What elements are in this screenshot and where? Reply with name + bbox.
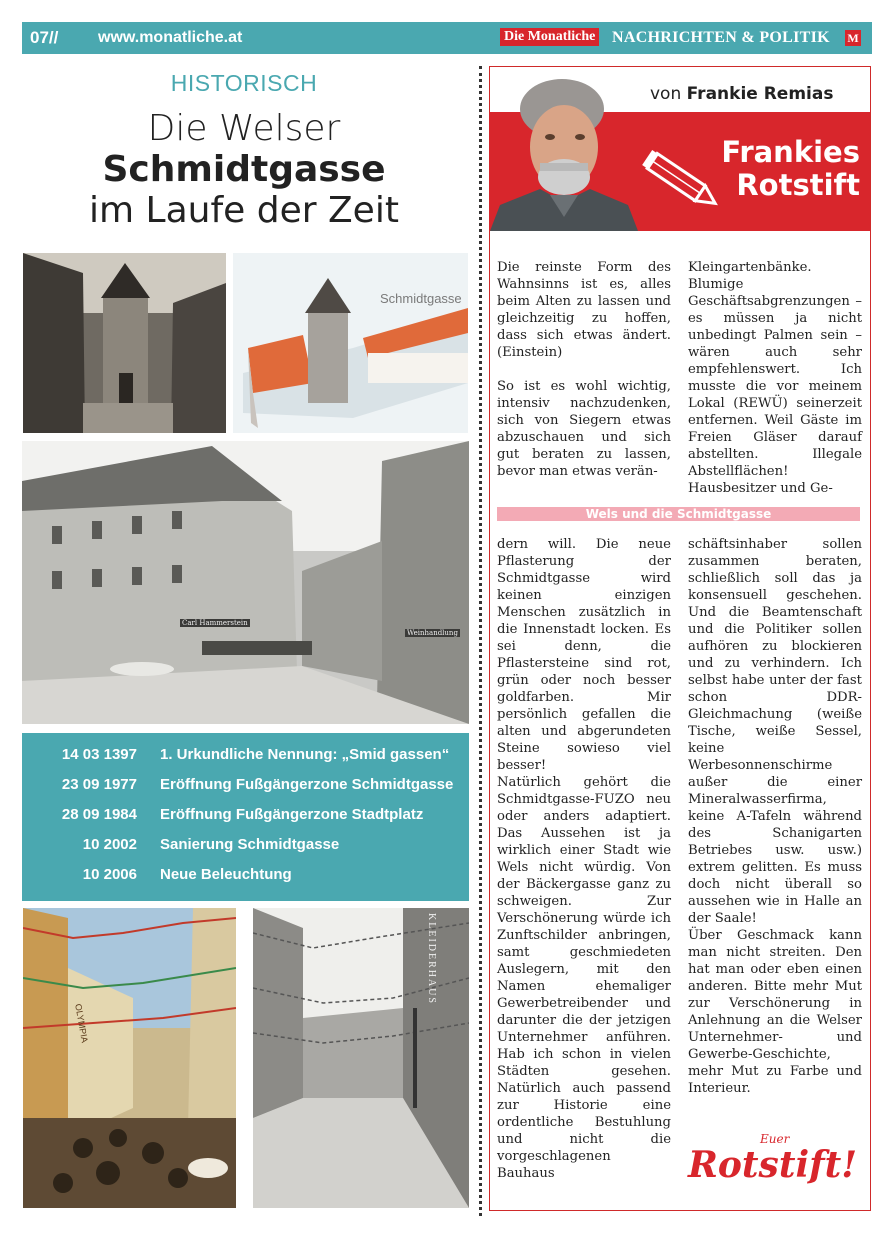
timeline-row (22, 866, 469, 890)
article-title-line3: im Laufe der Zeit (89, 190, 399, 231)
header-bar (22, 22, 872, 54)
byline (650, 84, 833, 104)
paragraph: Über Geschmack kann man nicht streiten. Den hat man oder eben einen anderen. Bitte mehr Mut zur Verschönerung in Anlehnung an die Welser Unternehmer- und Gewerbe-Geschichte, mehr Mut zu Farbe und Interieur. (688, 928, 862, 1096)
header-url[interactable]: www.monatliche.at (98, 29, 243, 46)
model-label: Schmidtgasse (380, 291, 462, 306)
shop-sign-1: Carl Hammerstein (182, 619, 248, 627)
article-title-line1: Die Welser (147, 108, 341, 149)
historic-street-photo (22, 441, 469, 724)
column-title-line1: Frankies (721, 135, 860, 169)
column-title-line2: Rotstift (736, 168, 860, 202)
byline-prefix: von (650, 84, 682, 104)
brand-logo: Die Monatliche (500, 28, 599, 46)
column-title (690, 136, 860, 202)
paragraph: Die reinste Form des Wahnsinns ist es, alles beim Alten zu lassen und gleichzeitig zu hoffen, dass sich etwas ändert. (Einstein) (497, 260, 671, 360)
paragraph: dern will. Die neue Pflasterung der Schmidtgasse wird keinen einzigen Menschen zusätzlich in die Innenstadt locken. Es sei denn, die Pflastersteine sind rot, grün oder noch besser goldfarben. Mir persönlich gefallen die alten und abgerundeten Steine sowieso viel besser! (497, 537, 671, 773)
paragraph: schäftsinhaber sollen zusammen beraten, schließlich soll das ja konsensuell geschehen. Und die Beamtenschaft und die Politiker sollen aufhören zu blockieren und zu verhindern. Ich selbst habe unter der fast schon DDR-Gleichmachung (weiße Tische, weiße Sessel, keine Werbesonnenschirme außer die einer Mineralwasserfirma, keine A-Tafeln während des Schanigarten Betriebes usw. usw.) extrem gelitten. Es muss doch nicht überall so aussehen wie in Halle an der Saale! (688, 537, 862, 926)
signature-big: Rotstift! (688, 1144, 858, 1186)
signature-small: Euer (760, 1132, 790, 1146)
timeline-row (22, 746, 469, 770)
paragraph: So ist es wohl wichtig, intensiv nachzudenken, sich von Siegern etwas abzuschauen und sich gut beraten zu lassen, bevor man etwas verän- (497, 379, 671, 479)
column-text-2-bottom (688, 536, 862, 1097)
timeline-text: Eröffnung Fußgängerzone Stadtplatz (160, 806, 424, 823)
timeline-row (22, 836, 469, 860)
shop-sign-kleiderhaus: KLEIDERHAUS (426, 913, 437, 1005)
article-kicker: HISTORISCH (170, 70, 318, 96)
section-title: NACHRICHTEN & POLITIK (612, 29, 830, 46)
page-number: 07// (30, 28, 59, 47)
timeline-date: 28 09 1984 (61, 806, 137, 823)
historic-tower-photo (23, 253, 226, 433)
paragraph: Natürlich gehört die Schmidtgasse-FUZO neu oder anders adaptiert. Das Aussehen ist ja wirklich einer Stadt wie Wels nicht würdig. Von der Bäckergasse ganz zu schweigen. Zur Verschönerung würde ich Zunftschilder anbringen, samt geschmiedeten Auslegern, mit den Namen ehemaliger Gewerbetreibender und darunter die der jetzigen Unternehmer anführen. Hab ich schon in vielen Städten gesehen. Natürlich auch passend zur Historie eine ordentliche Bestuhlung und nicht die vorgeschlagenen Bauhaus (497, 775, 671, 1181)
3d-model-render (233, 253, 468, 433)
shop-sign-olympia: OLYMPIA (73, 1003, 90, 1044)
timeline-date: 14 03 1397 (61, 746, 137, 763)
timeline-date: 10 2002 (82, 836, 137, 853)
timeline-text: Neue Beleuchtung (160, 866, 292, 883)
timeline-row (22, 776, 469, 800)
timeline-date: 10 2006 (82, 866, 137, 883)
author-portrait (490, 67, 638, 231)
color-street-photo (23, 908, 236, 1208)
column-divider (479, 66, 482, 1216)
timeline-text: Eröffnung Fußgängerzone Schmidtgasse (160, 776, 454, 793)
timeline-text: Sanierung Schmidtgasse (160, 836, 340, 853)
column-text-2-top (688, 259, 862, 497)
paragraph: Kleingartenbänke. Blumige Geschäftsabgrenzungen – es müssen ja nicht unbedingt Palmen sein – wären auch sehr empfehlenswert. Ich musste die vor meinem Lokal (REWÜ) seinerzeit entfernen. Weil Gäste im Freien Gläser darauf abstellten. Illegale Abstellflächen! Hausbesitzer und Ge- (688, 260, 862, 496)
rotstift-signature (688, 1132, 858, 1202)
timeline-row (22, 806, 469, 830)
timeline-text: 1. Urkundliche Nennung: „Smid gassen“ (160, 746, 450, 763)
article-title-line2: Schmidtgasse (102, 149, 386, 190)
column-text-1-top (497, 259, 671, 480)
column-text-1-bottom (497, 536, 671, 1182)
bw-street-photo (253, 908, 469, 1208)
timeline-box (22, 733, 469, 901)
shop-sign-2: Weinhandlung (407, 629, 458, 637)
column-subhead: Wels und die Schmidtgasse (497, 507, 860, 521)
m-logo-icon: M (845, 30, 861, 46)
author-name: Frankie Remias (686, 84, 834, 104)
timeline-date: 23 09 1977 (61, 776, 137, 793)
